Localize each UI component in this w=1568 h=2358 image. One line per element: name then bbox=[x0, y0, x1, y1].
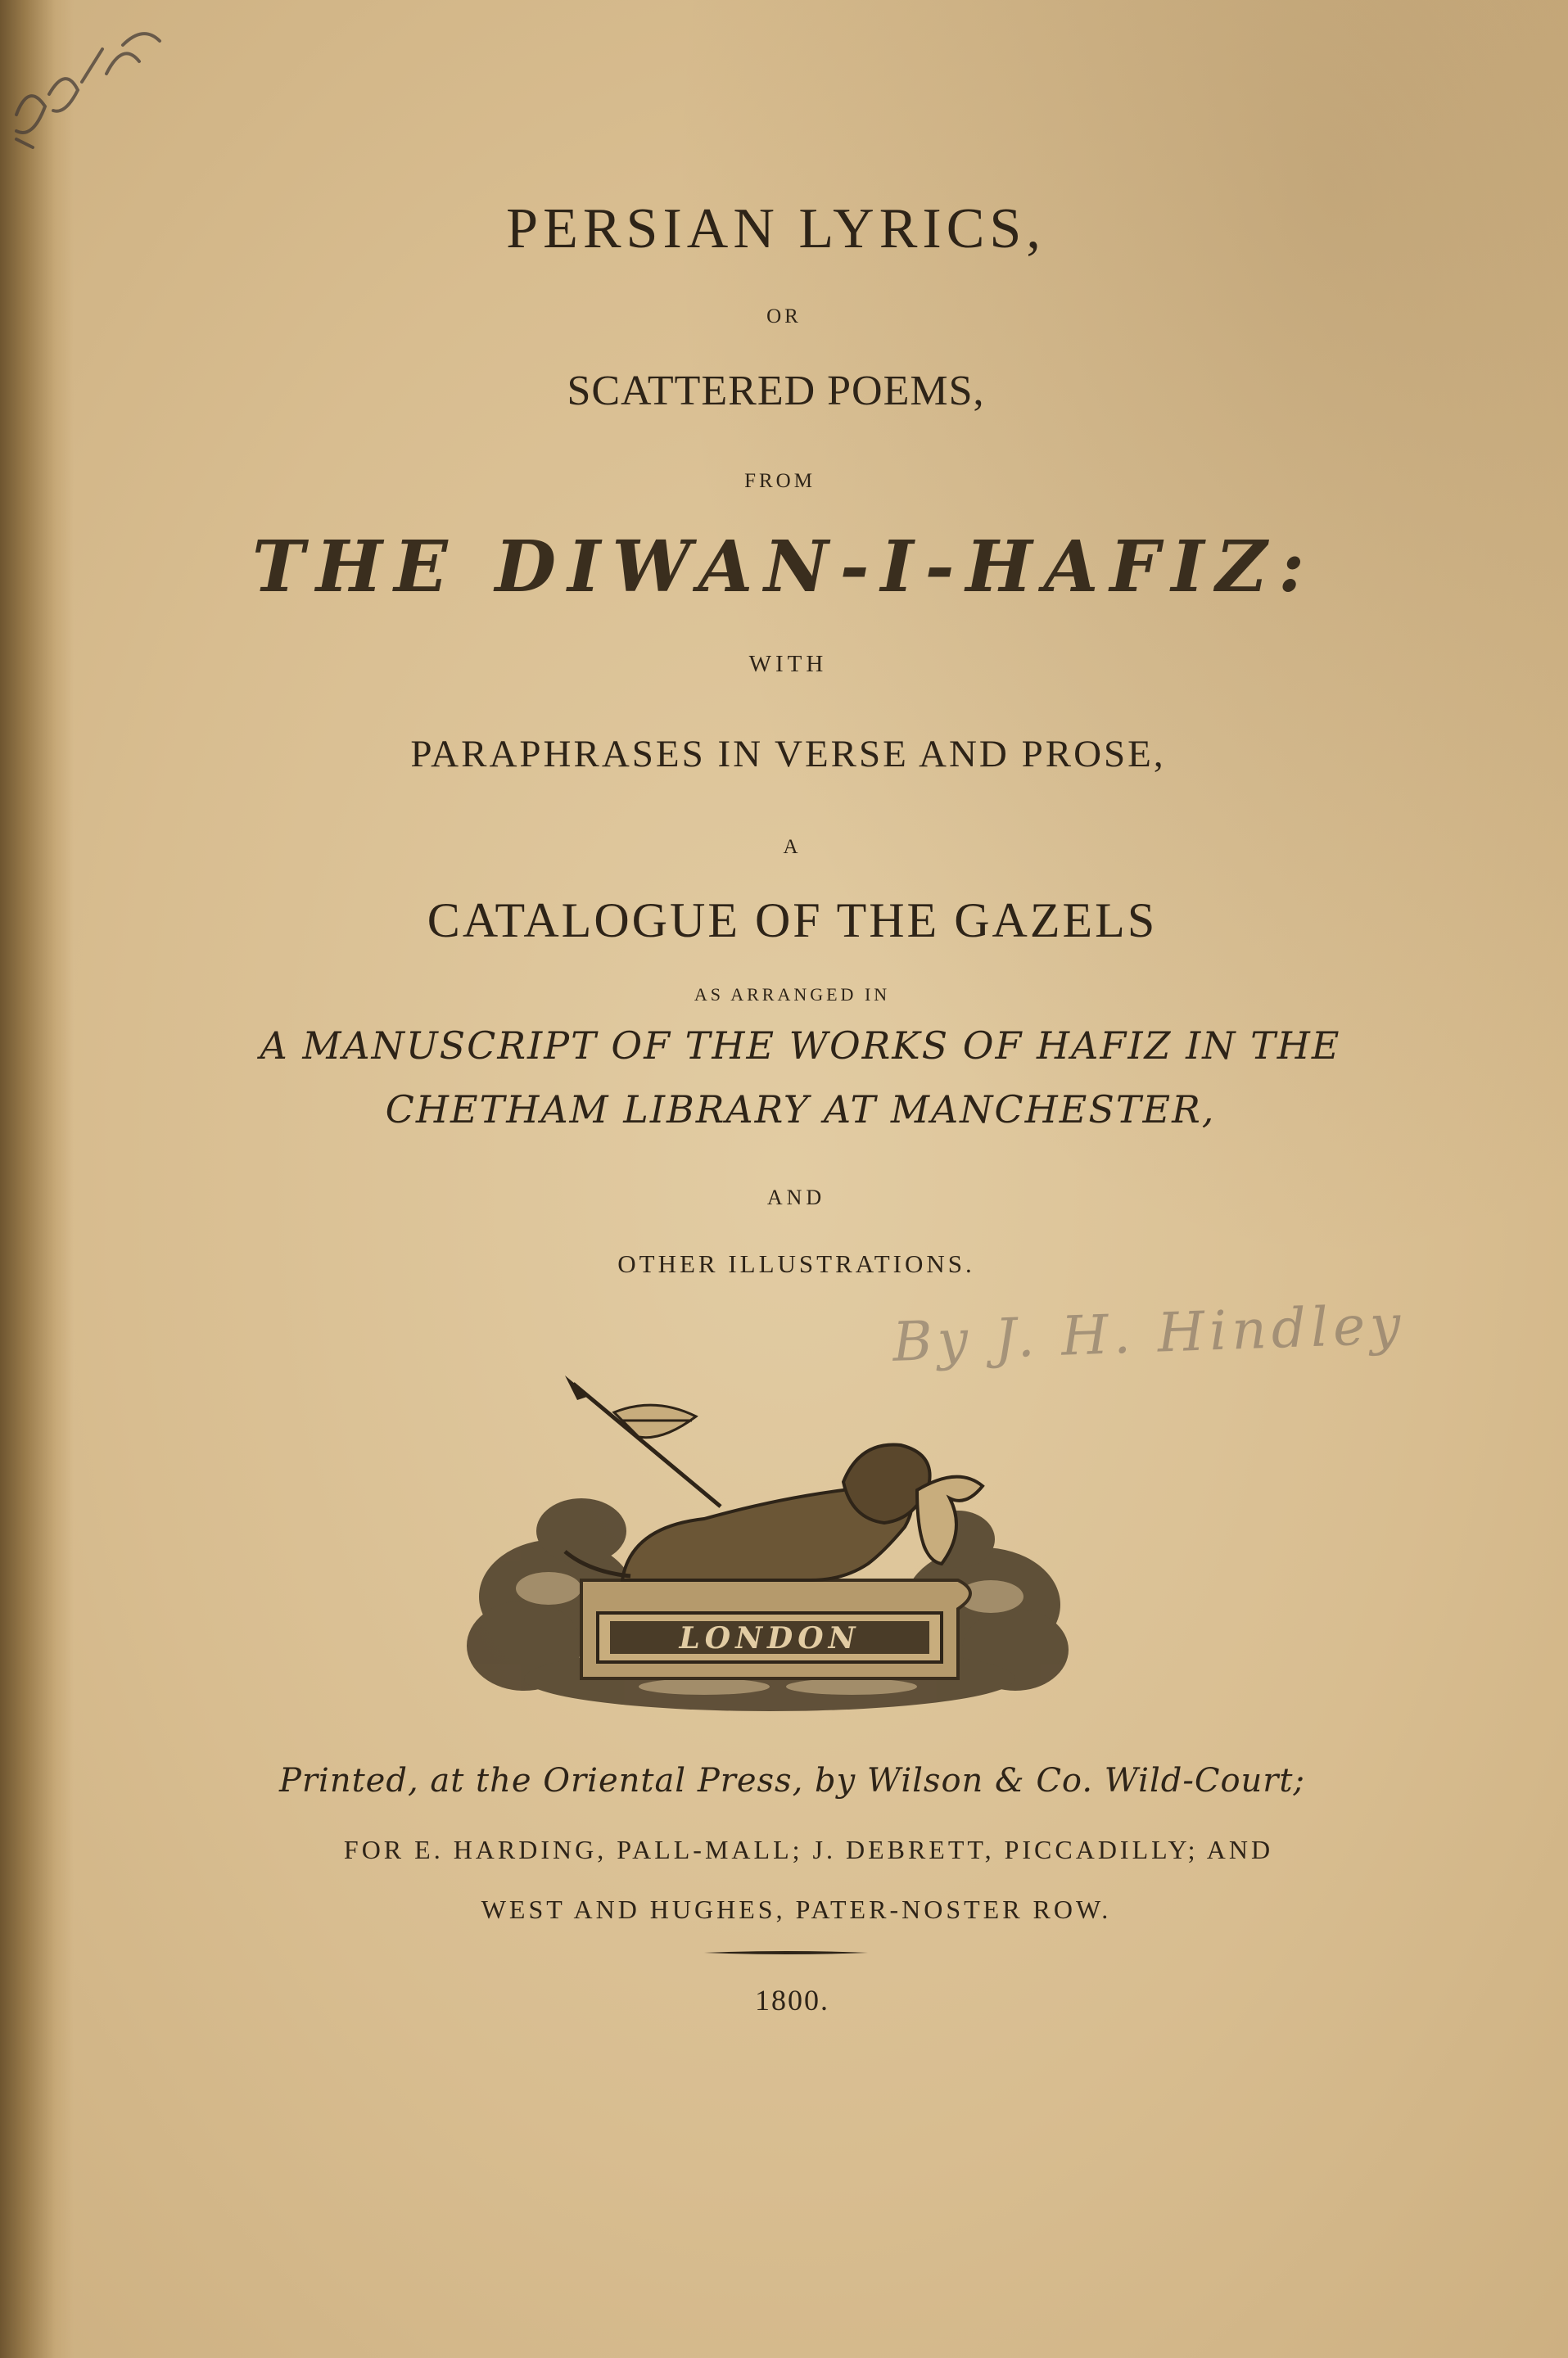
pencil-signature: By J. H. Hindley bbox=[891, 1293, 1407, 1374]
with-line: WITH bbox=[748, 651, 828, 677]
ornamental-rule-icon bbox=[704, 1950, 868, 1955]
printer-imprint: Printed, at the Oriental Press, by Wilson & Co. Wild-Court; bbox=[279, 1762, 1305, 1800]
publication-year: 1800. bbox=[755, 1984, 829, 2017]
publisher-line-2: WEST AND HUGHES, PATER-NOSTER ROW. bbox=[481, 1895, 1112, 1924]
manuscript-line-1: A MANUSCRIPT OF THE WORKS OF HAFIZ IN THE bbox=[260, 1023, 1341, 1068]
book-title: PERSIAN LYRICS, bbox=[506, 197, 1046, 260]
paraphrases-line: PARAPHRASES IN VERSE AND PROSE, bbox=[410, 733, 1166, 775]
arranged-line: AS ARRANGED IN bbox=[694, 984, 891, 1005]
catalogue-line: CATALOGUE OF THE GAZELS bbox=[427, 893, 1158, 947]
margin-note-text: 23/-28 bbox=[8, 131, 11, 132]
lion-couchant-vignette-icon bbox=[459, 1376, 1081, 1719]
manuscript-line-2: CHETHAM LIBRARY AT MANCHESTER, bbox=[385, 1087, 1216, 1132]
pencil-margin-note bbox=[0, 16, 188, 156]
publisher-line-1: FOR E. HARDING, PALL-MALL; J. DEBRETT, PICCADILLY; AND bbox=[343, 1835, 1274, 1864]
other-illustrations-line: OTHER ILLUSTRATIONS. bbox=[617, 1249, 975, 1278]
from-line: FROM bbox=[744, 470, 816, 492]
or-line: OR bbox=[766, 305, 802, 328]
vignette-label: LONDON bbox=[679, 1621, 861, 1656]
work-title: THE DIWAN-I-HAFIZ: bbox=[251, 526, 1317, 608]
a-line: A bbox=[783, 836, 802, 858]
and-line: AND bbox=[766, 1186, 826, 1209]
subtitle: SCATTERED POEMS, bbox=[567, 368, 985, 414]
